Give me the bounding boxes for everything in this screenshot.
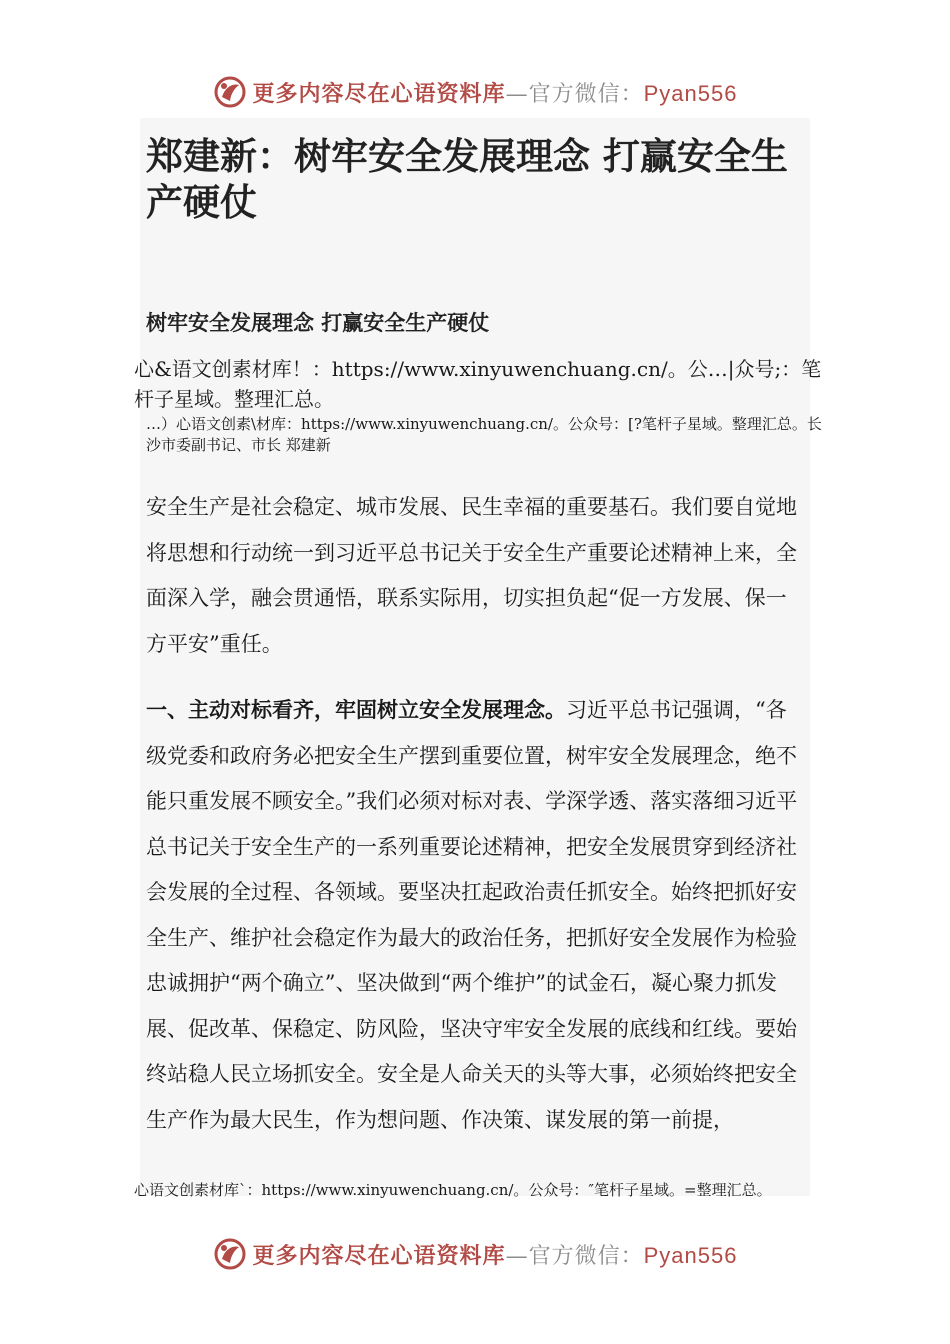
brand-logo-icon [213, 75, 247, 109]
footer-watermark: 心语文创素材库`：https://www.xinyuwenchuang.cn/。公众号：″笔杆子星域。=整理汇总。 [134, 1181, 772, 1199]
paragraph-1: 安全生产是社会稳定、城市发展、民生幸福的重要基石。我们要自觉地将思想和行动统一到习近平总书记关于安全生产重要论述精神上来，全面深入学，融会贯通悟，联系实际用，切实担负起“促一方发展、保一方平安”重任。 [146, 495, 797, 656]
banner-text: 更多内容尽在心语资料库—官方微信：Pyan556 [252, 1242, 738, 1269]
banner-text: 更多内容尽在心语资料库—官方微信：Pyan556 [252, 80, 738, 107]
document-title: 郑建新：树牢安全发展理念 打赢安全生产硬仗 [146, 135, 788, 224]
paragraph-2-lead: 一、主动对标看齐，牢固树立安全发展理念。 [146, 698, 566, 722]
watermark-line-2: …）心语文创素\材库：https://www.xinyuwenchuang.cn/。公众号：[?笔杆子星域。整理汇总。长沙市委副书记、市长 郑建新 [146, 415, 822, 454]
header-banner [0, 70, 950, 114]
watermark-line-1: 心&语文创素材库！：https://www.xinyuwenchuang.cn/。公…|众号;：笔杆子星域。整理汇总。 [134, 357, 822, 411]
paragraph-2-body: 习近平总书记强调，“各级党委和政府务必把安全生产摆到重要位置，树牢安全发展理念，绝不能只重发展不顾安全。”我们必须对标对表、学深学透、落实落细习近平总书记关于安全生产的一系列重要论述精神，把安全发展贯穿到经济社会发展的全过程、各领域。要坚决扛起政治责任抓安全。始终把抓好安全生产、维护社会稳定作为最大的政治任务，把抓好安全发展作为检验忠诚拥护“两个确立”、坚决做到“两个维护”的试金石，凝心聚力抓发展、促改革、保稳定、防风险，坚决守牢安全发展的底线和红线。要始终站稳人民立场抓安全。安全是人命关天的头等大事，必须始终把安全生产作为最大民生，作为想问题、作决策、谋发展的第一前提， [146, 698, 798, 1132]
footer-banner [0, 1232, 950, 1276]
brand-logo-icon [213, 1237, 247, 1271]
document-subtitle: 树牢安全发展理念 打赢安全生产硬仗 [146, 311, 490, 335]
paragraph-2 [146, 688, 806, 1143]
